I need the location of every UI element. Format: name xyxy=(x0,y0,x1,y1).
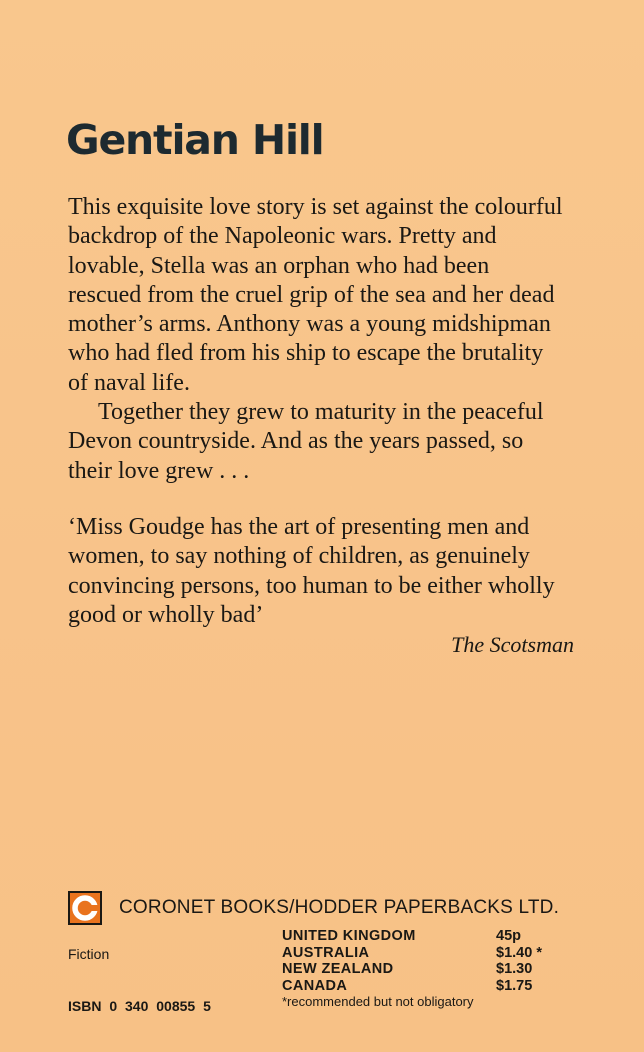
blurb-paragraph-2: Together they grew to maturity in the peaceful Devon countryside. And as the years passed, so their love grew . . . xyxy=(68,399,544,484)
blurb-paragraph-1: This exquisite love story is set against the colourful backdrop of the Napoleonic wars. Pretty and lovable, Stella was an orphan who had been rescued from the cruel grip of the sea and her dead mother’s arms. Anthony was a young midshipman who had fled from his ship to escape the brutality of naval life. xyxy=(68,194,563,396)
isbn: ISBN 0 340 00855 5 xyxy=(68,998,211,1014)
publisher-name: CORONET BOOKS/HODDER PAPERBACKS LTD. xyxy=(119,897,560,918)
price-row xyxy=(282,928,582,945)
price-row xyxy=(282,961,582,978)
price-row xyxy=(282,978,582,995)
coronet-c-logo-icon xyxy=(68,891,102,925)
blurb xyxy=(68,193,568,486)
price-note: *recommended but not obligatory xyxy=(282,994,474,1009)
price-region: CANADA xyxy=(282,977,348,994)
review-quote xyxy=(68,513,578,659)
genre-label: Fiction xyxy=(68,946,110,962)
quote-attribution: The Scotsman xyxy=(451,632,574,658)
price-amount: $1.40 * xyxy=(496,944,542,961)
quote-text: ‘Miss Goudge has the art of presenting men and women, to say nothing of children, as genuinely convincing persons, too human to be either wholly good or wholly bad’ xyxy=(68,514,555,628)
price-amount: $1.75 xyxy=(496,977,533,994)
price-row xyxy=(282,945,582,962)
price-list xyxy=(282,928,582,1009)
price-region: AUSTRALIA xyxy=(282,944,370,961)
price-region: UNITED KINGDOM xyxy=(282,928,416,944)
price-amount: 45p xyxy=(496,928,521,944)
price-region: NEW ZEALAND xyxy=(282,961,394,977)
price-amount: $1.30 xyxy=(496,961,533,977)
book-title: Gentian Hill xyxy=(66,116,324,164)
